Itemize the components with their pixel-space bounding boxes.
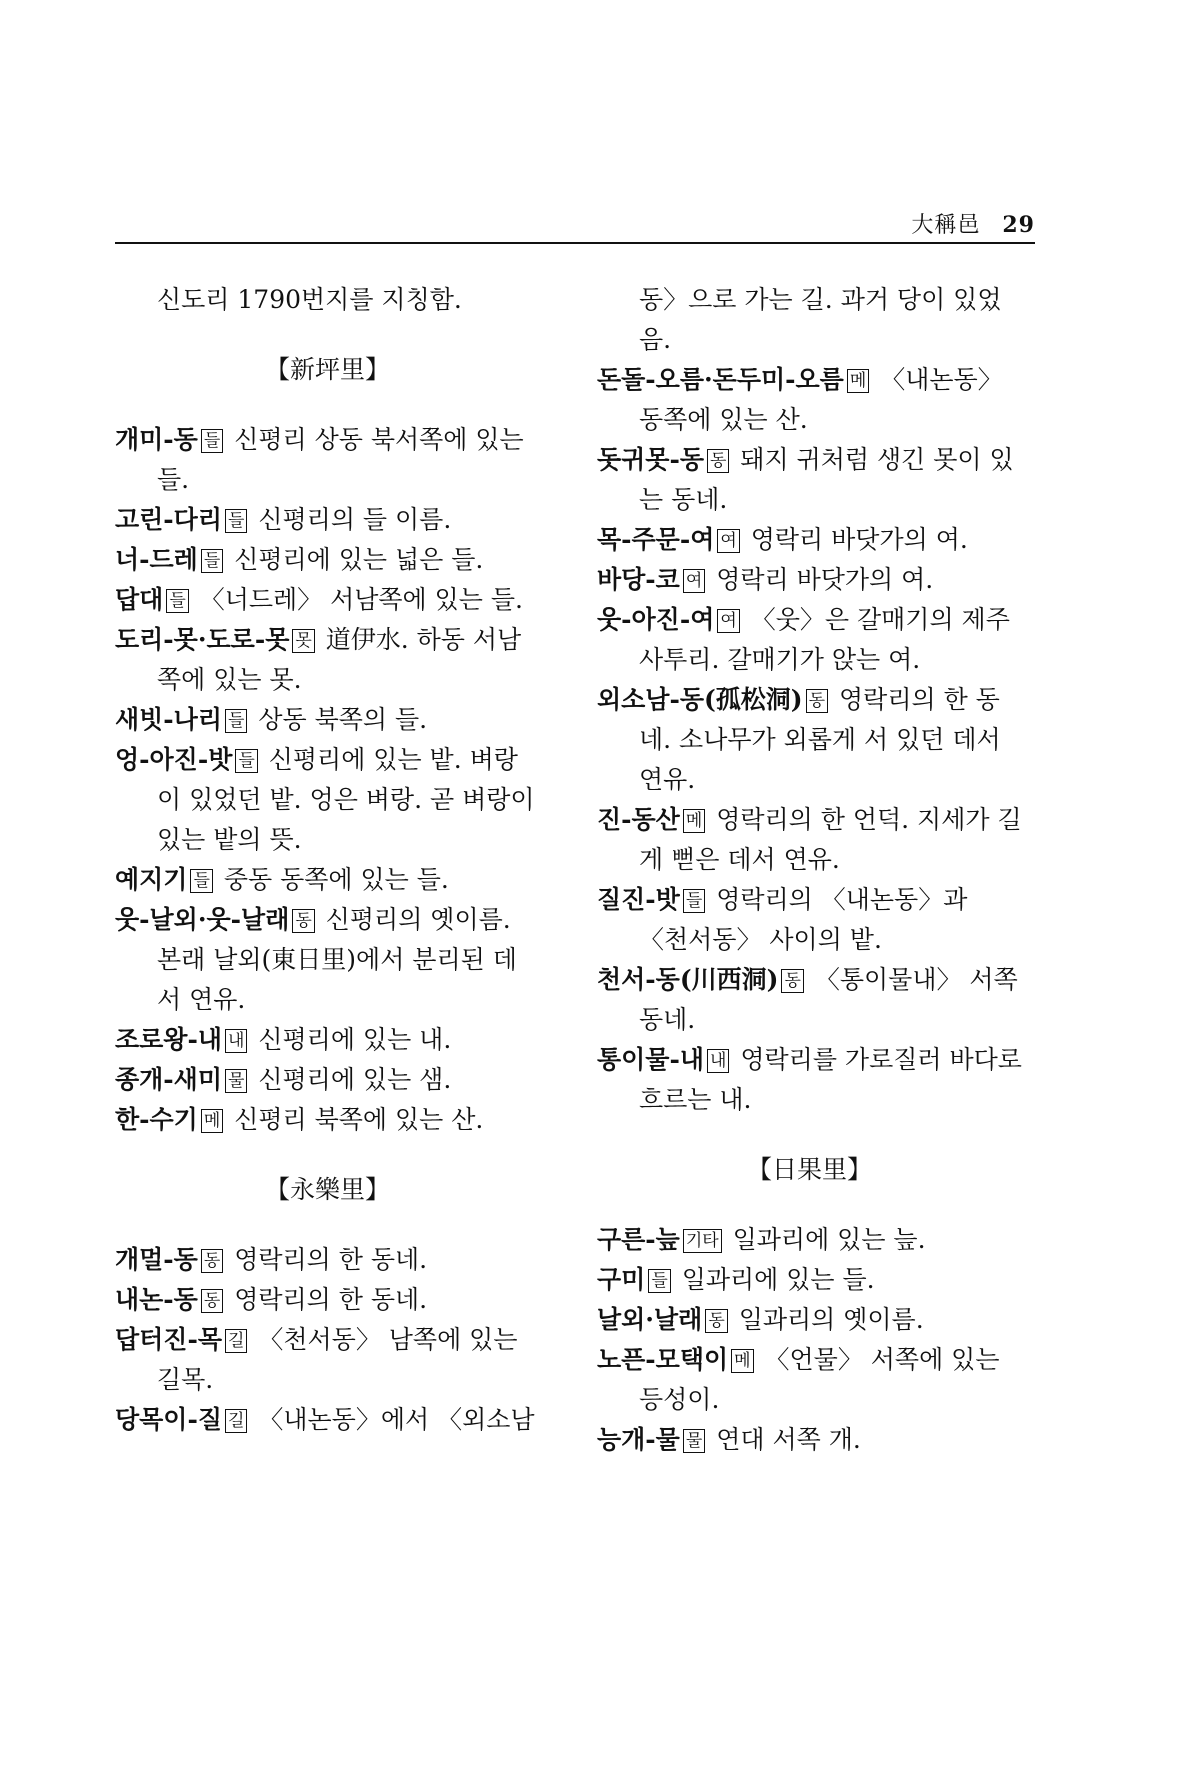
gazetteer-entry: [597, 960, 1022, 1040]
entry-term: 돗귀못-동: [597, 445, 704, 474]
category-tag: 물: [683, 1429, 705, 1453]
entry-term: 고린-다리: [115, 505, 222, 534]
gazetteer-entry: [115, 420, 540, 500]
category-tag: 들: [683, 889, 705, 913]
entry-description: 일과리에 있는 늪.: [724, 1225, 926, 1254]
category-tag: 동: [781, 969, 803, 993]
entry-term: 내논-동: [115, 1285, 198, 1314]
entry-description: 연대 서쪽 개.: [708, 1425, 861, 1454]
category-tag: 들: [201, 429, 223, 453]
entry-term: 도리-못·도로-못: [115, 625, 290, 654]
entry-description: 영락리 바닷가의 여.: [708, 565, 934, 594]
entry-description: 〈통이물내〉 서쪽 동네.: [639, 965, 1018, 1034]
entry-description: 영락리의 한 언덕. 지세가 길게 뻗은 데서 연유.: [639, 805, 1022, 874]
gazetteer-entry: [597, 1260, 1022, 1300]
page-header: [115, 206, 1035, 244]
entry-term: 천서-동(川西洞): [597, 965, 779, 994]
entry-term: 답대: [115, 585, 164, 614]
gazetteer-entry: [115, 580, 540, 620]
gazetteer-entry: [115, 620, 540, 700]
entry-description: 돼지 귀처럼 생긴 못이 있는 동네.: [639, 445, 1014, 514]
category-tag: 들: [225, 709, 247, 733]
section-heading: 【日果里】: [746, 1155, 872, 1184]
entry-description: 〈내논동〉 동쪽에 있는 산.: [639, 365, 1003, 434]
entry-term: 당목이-질: [115, 1405, 222, 1434]
category-tag: 메: [847, 369, 869, 393]
gazetteer-entry: [597, 1040, 1022, 1120]
gazetteer-entry: [597, 520, 1022, 560]
entry-term: 조로왕-내: [115, 1025, 222, 1054]
entry-description: 신평리 상동 북서쪽에 있는 들.: [157, 425, 524, 494]
category-tag: 동: [292, 909, 314, 933]
category-tag: 길: [225, 1409, 247, 1433]
entry-description: 중동 동쪽에 있는 들.: [215, 865, 449, 894]
gazetteer-entry: [597, 1420, 1022, 1460]
entry-term: 엉-아진-밧: [115, 745, 233, 774]
category-tag: 들: [190, 869, 212, 893]
gazetteer-entry: [115, 1100, 540, 1140]
gazetteer-entry: [597, 680, 1022, 800]
gazetteer-entry: [597, 800, 1022, 880]
entry-term: 구미: [597, 1265, 646, 1294]
gazetteer-entry: [115, 860, 540, 900]
entry-term: 웃-날외·웃-날래: [115, 905, 290, 934]
category-tag: 동: [806, 689, 828, 713]
continuation-text: 동〉으로 가는 길. 과거 당이 있었음.: [639, 285, 1002, 354]
entry-description: 신평리의 들 이름.: [250, 505, 452, 534]
entry-term: 질진-밧: [597, 885, 680, 914]
gazetteer-entry: [115, 900, 540, 1020]
gazetteer-entry: [115, 1280, 540, 1320]
category-tag: 동: [201, 1289, 223, 1313]
gazetteer-entry: [115, 1020, 540, 1060]
entry-description: 〈천서동〉 남쪽에 있는 길목.: [157, 1325, 518, 1394]
entry-term: 구른-늪: [597, 1225, 680, 1254]
category-tag: 메: [731, 1349, 753, 1373]
gazetteer-entry: [597, 1220, 1022, 1260]
category-tag: 들: [201, 549, 223, 573]
category-tag: 내: [225, 1029, 247, 1053]
entry-term: 종개-새미: [115, 1065, 222, 1094]
category-tag: 들: [166, 589, 188, 613]
category-tag: 동: [201, 1249, 223, 1273]
category-tag: 메: [683, 809, 705, 833]
entry-description: 신평리 북쪽에 있는 산.: [226, 1105, 484, 1134]
left-column: [115, 280, 540, 1440]
section-heading: 【新坪里】: [264, 355, 390, 384]
category-tag: 물: [225, 1069, 247, 1093]
entry-term: 예지기: [115, 865, 188, 894]
entry-description: 道伊水. 하동 서남쪽에 있는 못.: [157, 625, 522, 694]
entry-description: 영락리의 한 동네. 소나무가 외롭게 서 있던 데서 연유.: [639, 685, 1001, 794]
category-tag: 들: [235, 749, 257, 773]
section-heading: 【永樂里】: [264, 1175, 390, 1204]
running-head: [911, 208, 1035, 239]
entry-term: 통이물-내: [597, 1045, 704, 1074]
page-number: 29: [1002, 212, 1035, 238]
gazetteer-entry: [597, 600, 1022, 680]
entry-description: 상동 북쪽의 들.: [250, 705, 428, 734]
gazetteer-entry: [597, 1340, 1022, 1420]
entry-term: 날외·날래: [597, 1305, 703, 1334]
entry-term: 개멀-동: [115, 1245, 198, 1274]
gazetteer-entry: [115, 540, 540, 580]
entry-term: 너-드레: [115, 545, 198, 574]
gazetteer-entry: [115, 1240, 540, 1280]
entry-description: 〈웃〉은 갈매기의 제주 사투리. 갈매기가 앉는 여.: [639, 605, 1010, 674]
category-tag: 길: [225, 1329, 247, 1353]
continuation-text: 신도리 1790번지를 지칭함.: [157, 285, 462, 314]
entry-description: 신평리에 있는 내.: [250, 1025, 452, 1054]
entry-term: 노픈-모택이: [597, 1345, 729, 1374]
category-tag: 기타: [683, 1229, 722, 1253]
gazetteer-entry: [597, 880, 1022, 960]
gazetteer-entry: [115, 1320, 540, 1400]
entry-description: 영락리의 한 동네.: [226, 1245, 428, 1274]
chapter-title: 大稱邑: [911, 213, 981, 238]
category-tag: 들: [225, 509, 247, 533]
entry-term: 한-수기: [115, 1105, 198, 1134]
gazetteer-entry: [597, 360, 1022, 440]
category-tag: 메: [201, 1109, 223, 1133]
entry-term: 목-주문-여: [597, 525, 715, 554]
gazetteer-entry: [115, 700, 540, 740]
entry-term: 새빗-나리: [115, 705, 222, 734]
entry-description: 영락리를 가로질러 바다로 흐르는 내.: [639, 1045, 1022, 1114]
category-tag: 여: [717, 609, 739, 633]
entry-description: 일과리의 옛이름.: [730, 1305, 924, 1334]
entry-description: 영락리의 〈내논동〉과 〈천서동〉 사이의 밭.: [639, 885, 968, 954]
entry-description: 영락리의 한 동네.: [226, 1285, 428, 1314]
gazetteer-entry: [597, 560, 1022, 600]
category-tag: 동: [705, 1309, 727, 1333]
gazetteer-entry: [597, 440, 1022, 520]
category-tag: 여: [683, 569, 705, 593]
entry-description: 〈너드레〉 서남쪽에 있는 들.: [191, 585, 523, 614]
category-tag: 들: [648, 1269, 670, 1293]
entry-description: 영락리 바닷가의 여.: [742, 525, 968, 554]
category-tag: 동: [707, 449, 729, 473]
right-column: [597, 280, 1022, 1460]
category-tag: 여: [717, 529, 739, 553]
entry-term: 돈돌-오름·돈두미-오름: [597, 365, 844, 394]
entry-description: 신평리의 옛이름. 본래 날외(東日里)에서 분리된 데서 연유.: [157, 905, 517, 1014]
entry-description: 〈언물〉 서쪽에 있는 등성이.: [639, 1345, 1000, 1414]
entry-term: 웃-아진-여: [597, 605, 715, 634]
entry-description: 신평리에 있는 밭. 벼랑이 있었던 밭. 엉은 벼랑. 곧 벼랑이 있는 밭의 뜻.: [157, 745, 535, 854]
entry-term: 바당-코: [597, 565, 680, 594]
gazetteer-entry: [597, 1300, 1022, 1340]
entry-term: 개미-동: [115, 425, 198, 454]
entry-description: 신평리에 있는 샘.: [250, 1065, 452, 1094]
gazetteer-entry: [115, 1060, 540, 1100]
entry-description: 〈내논동〉에서 〈외소남: [250, 1405, 535, 1434]
gazetteer-entry: [115, 500, 540, 540]
header-rule: [115, 242, 1035, 244]
entry-description: 신평리에 있는 넓은 들.: [226, 545, 484, 574]
entry-term: 진-동산: [597, 805, 680, 834]
entry-term: 외소남-동(孤松洞): [597, 685, 803, 714]
entry-term: 능개-물: [597, 1425, 680, 1454]
entry-description: 일과리에 있는 들.: [673, 1265, 875, 1294]
gazetteer-entry: [115, 740, 540, 860]
gazetteer-entry: [115, 1400, 540, 1440]
category-tag: 못: [292, 629, 314, 653]
entry-term: 답터진-목: [115, 1325, 222, 1354]
category-tag: 내: [707, 1049, 729, 1073]
